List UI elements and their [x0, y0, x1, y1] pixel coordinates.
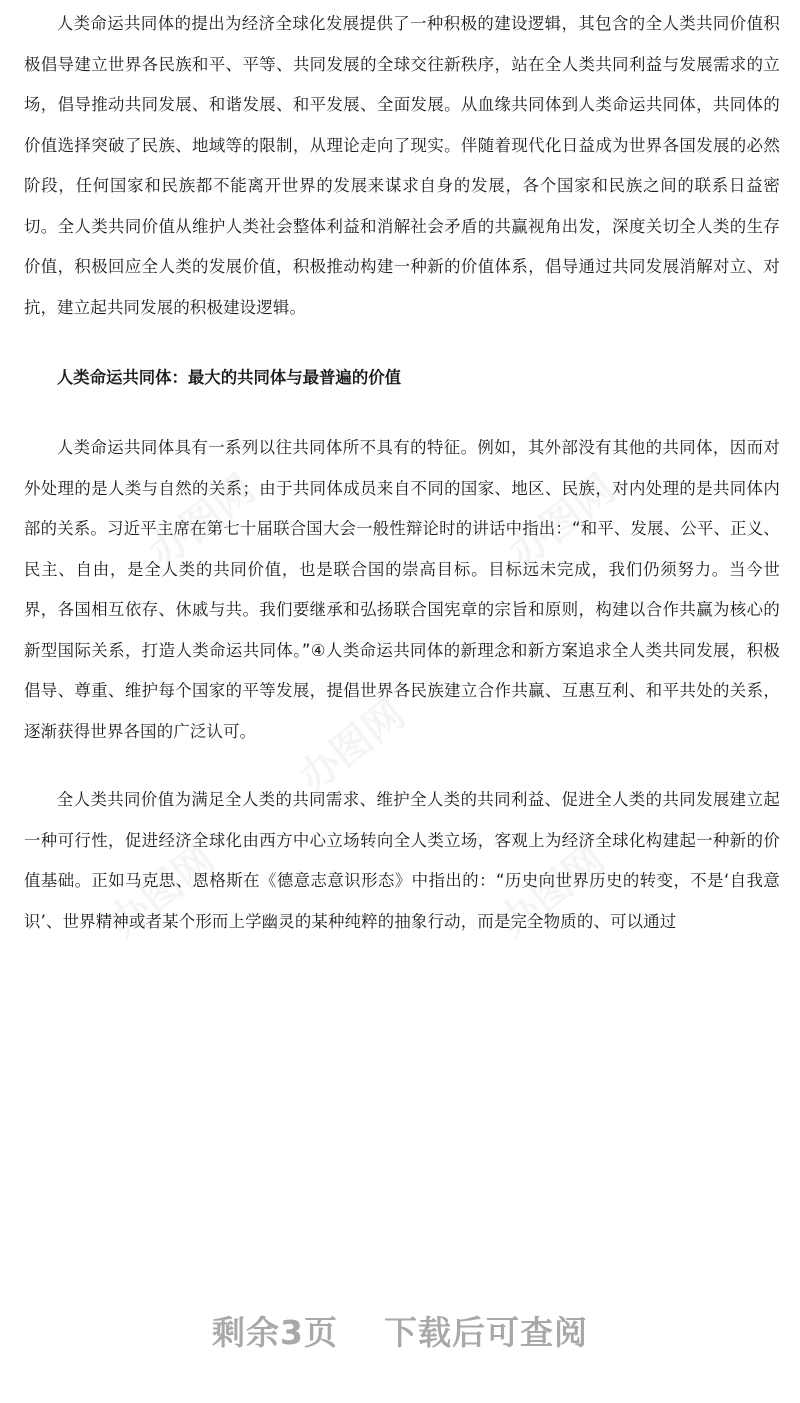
- remaining-pages-label: 剩余3页: [212, 1312, 338, 1352]
- section-heading: 人类命运共同体：最大的共同体与最普遍的价值: [56, 368, 401, 387]
- paragraph-2: 人类命运共同体具有一系列以往共同体所不具有的特征。例如，其外部没有其他的共同体，因而对外处理的是人类与自然的关系；由于共同体成员来自不同的国家、地区、民族，对内处理的是共同体内部的关系。习近平主席在第七十届联合国大会一般性辩论时的讲话中指出：“和平、发展、公平、正义、民主、自由，是全人类的共同价值，也是联合国的崇高目标。目标远未完成，我们仍须努力。当今世界，各国相互依存、休戚与共。我们要继承和弘扬联合国宪章的宗旨和原则，构建以合作共赢为核心的新型国际关系，打造人类命运共同体。”④人类命运共同体的新理念和新方案追求全人类共同发展，积极倡导、尊重、维护每个国家的平等发展，提倡世界各民族建立合作共赢、互惠互利、和平共处的关系，逐渐获得世界各国的广泛认可。: [24, 438, 780, 741]
- download-to-view-label: 下载后可查阅: [383, 1312, 588, 1352]
- download-banner[interactable]: [0, 1300, 800, 1360]
- paragraph-1: 人类命运共同体的提出为经济全球化发展提供了一种积极的建设逻辑，其包含的全人类共同价值积极倡导建立世界各民族和平、平等、共同发展的全球交往新秩序，站在全人类共同利益与发展需求的立场，倡导推动共同发展、和谐发展、和平发展、全面发展。从血缘共同体到人类命运共同体，共同体的价值选择突破了民族、地域等的限制，从理论走向了现实。伴随着现代化日益成为世界各国发展的必然阶段，任何国家和民族都不能离开世界的发展来谋求自身的发展，各个国家和民族之间的联系日益密切。全人类共同价值从维护人类社会整体利益和消解社会矛盾的共赢视角出发，深度关切全人类的生存价值，积极回应全人类的发展价值，积极推动构建一种新的价值体系，倡导通过共同发展消解对立、对抗，建立起共同发展的积极建设逻辑。: [24, 14, 780, 317]
- document-page: [24, 0, 780, 942]
- paragraph-3: 全人类共同价值为满足全人类的共同需求、维护全人类的共同利益、促进全人类的共同发展建立起一种可行性，促进经济全球化由西方中心立场转向全人类立场，客观上为经济全球化构建起一种新的价值基础。正如马克思、恩格斯在《德意志意识形态》中指出的：“历史向世界历史的转变，不是‘自我意识’、世界精神或者某个形而上学幽灵的某种纯粹的抽象行动，而是完全物质的、可以通过: [24, 790, 780, 931]
